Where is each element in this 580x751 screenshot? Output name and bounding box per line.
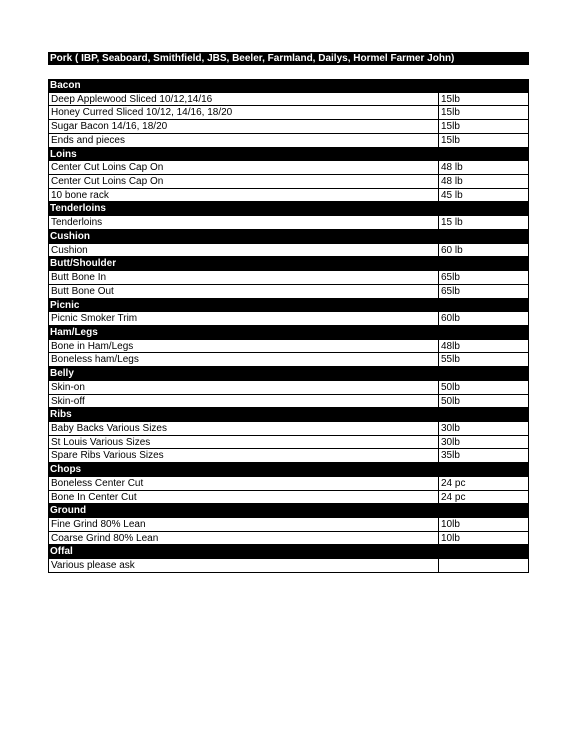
- product-name-cell: Center Cut Loins Cap On: [49, 175, 439, 188]
- product-name-cell: Skin-on: [49, 381, 439, 394]
- product-name-cell: Bone in Ham/Legs: [49, 340, 439, 353]
- product-name-cell: Ends and pieces: [49, 134, 439, 147]
- weight-cell: 50lb: [441, 395, 460, 407]
- table-row: [48, 106, 529, 120]
- weight-cell: 15lb: [441, 134, 460, 146]
- section-header: [48, 202, 529, 216]
- table-row: [48, 449, 529, 463]
- weight-cell: 15lb: [441, 121, 460, 133]
- weight-cell: 30lb: [441, 422, 460, 434]
- weight-cell: 48lb: [441, 340, 460, 352]
- product-name-cell: Sugar Bacon 14/16, 18/20: [49, 120, 439, 133]
- table-row: [48, 491, 529, 505]
- section-name: Cushion: [50, 230, 90, 242]
- table-row: [48, 271, 529, 285]
- weight-cell: 65lb: [441, 272, 460, 284]
- table-row: [48, 175, 529, 189]
- section-name: Bacon: [50, 80, 81, 91]
- weight-cell: 24 pc: [441, 477, 466, 489]
- product-name-cell: Honey Curred Sliced 10/12, 14/16, 18/20: [49, 106, 439, 119]
- product-name-cell: Spare Ribs Various Sizes: [49, 449, 439, 462]
- product-name-cell: Coarse Grind 80% Lean: [49, 532, 439, 545]
- product-name-cell: St Louis Various Sizes: [49, 436, 439, 449]
- table-row: [48, 340, 529, 354]
- weight-cell: 48 lb: [441, 162, 463, 174]
- section-name: Belly: [50, 368, 74, 380]
- product-name-cell: Cushion: [49, 244, 439, 257]
- product-name-cell: Deep Applewood Sliced 10/12,14/16: [49, 93, 439, 106]
- section-name: Offal: [50, 546, 73, 558]
- section-name: Butt/Shoulder: [50, 258, 117, 270]
- table-row: [48, 395, 529, 409]
- sheet-title: Pork ( IBP, Seaboard, Smithfield, JBS, Beeler, Farmland, Dailys, Hormel Farmer John): [48, 52, 529, 65]
- section-name: Picnic: [50, 299, 80, 311]
- section-header: [48, 79, 529, 93]
- section-header: [48, 504, 529, 518]
- section-name: Ribs: [50, 409, 72, 421]
- weight-cell: 55lb: [441, 354, 460, 366]
- weight-cell: 15 lb: [441, 217, 463, 229]
- weight-cell: 65lb: [441, 285, 460, 297]
- section-header: [48, 326, 529, 340]
- product-name-cell: 10 bone rack: [49, 189, 439, 202]
- product-table: [48, 79, 529, 573]
- section-header: [48, 367, 529, 381]
- section-header: [48, 257, 529, 271]
- weight-cell: 60 lb: [441, 244, 463, 256]
- price-sheet: [48, 52, 529, 573]
- section-header: [48, 230, 529, 244]
- product-name-cell: Fine Grind 80% Lean: [49, 518, 439, 531]
- weight-cell: 15lb: [441, 107, 460, 119]
- product-name-cell: Center Cut Loins Cap On: [49, 161, 439, 174]
- weight-cell: 45 lb: [441, 189, 463, 201]
- section-name: Tenderloins: [50, 203, 106, 215]
- table-row: [48, 161, 529, 175]
- section-header: [48, 545, 529, 559]
- table-row: [48, 559, 529, 573]
- product-name-cell: Tenderloins: [49, 216, 439, 229]
- weight-cell: 10lb: [441, 519, 460, 530]
- table-row: [48, 189, 529, 203]
- section-header: [48, 148, 529, 162]
- product-name-cell: Boneless ham/Legs: [49, 353, 439, 366]
- section-name: Loins: [50, 148, 77, 160]
- spacer-row: [48, 65, 529, 79]
- table-row: [48, 93, 529, 107]
- product-name-cell: Skin-off: [49, 395, 439, 408]
- section-header: [48, 299, 529, 313]
- section-header: [48, 463, 529, 477]
- table-row: [48, 285, 529, 299]
- table-row: [48, 134, 529, 148]
- weight-cell: 60lb: [441, 313, 460, 325]
- section-name: Ham/Legs: [50, 326, 98, 338]
- table-row: [48, 422, 529, 436]
- product-name-cell: Bone In Center Cut: [49, 491, 439, 504]
- section-name: Ground: [50, 505, 87, 517]
- table-row: [48, 244, 529, 258]
- table-row: [48, 518, 529, 532]
- product-name-cell: Various please ask: [49, 559, 439, 572]
- product-name-cell: Butt Bone Out: [49, 285, 439, 298]
- weight-cell: 35lb: [441, 450, 460, 462]
- weight-cell: 10lb: [441, 532, 460, 544]
- table-row: [48, 353, 529, 367]
- section-header: [48, 408, 529, 422]
- table-row: [48, 312, 529, 326]
- product-name-cell: Baby Backs Various Sizes: [49, 422, 439, 435]
- weight-cell: 30lb: [441, 436, 460, 448]
- section-name: Chops: [50, 464, 82, 476]
- product-name-cell: Butt Bone In: [49, 271, 439, 284]
- table-row: [48, 120, 529, 134]
- weight-cell: 48 lb: [441, 176, 463, 188]
- table-row: [48, 381, 529, 395]
- product-name-cell: Boneless Center Cut: [49, 477, 439, 490]
- weight-cell: 15lb: [441, 93, 460, 105]
- weight-cell: [439, 559, 528, 572]
- weight-cell: 24 pc: [441, 491, 466, 503]
- table-row: [48, 477, 529, 491]
- table-row: [48, 436, 529, 450]
- weight-cell: 50lb: [441, 381, 460, 393]
- table-row: [48, 532, 529, 546]
- table-row: [48, 216, 529, 230]
- product-name-cell: Picnic Smoker Trim: [49, 312, 439, 325]
